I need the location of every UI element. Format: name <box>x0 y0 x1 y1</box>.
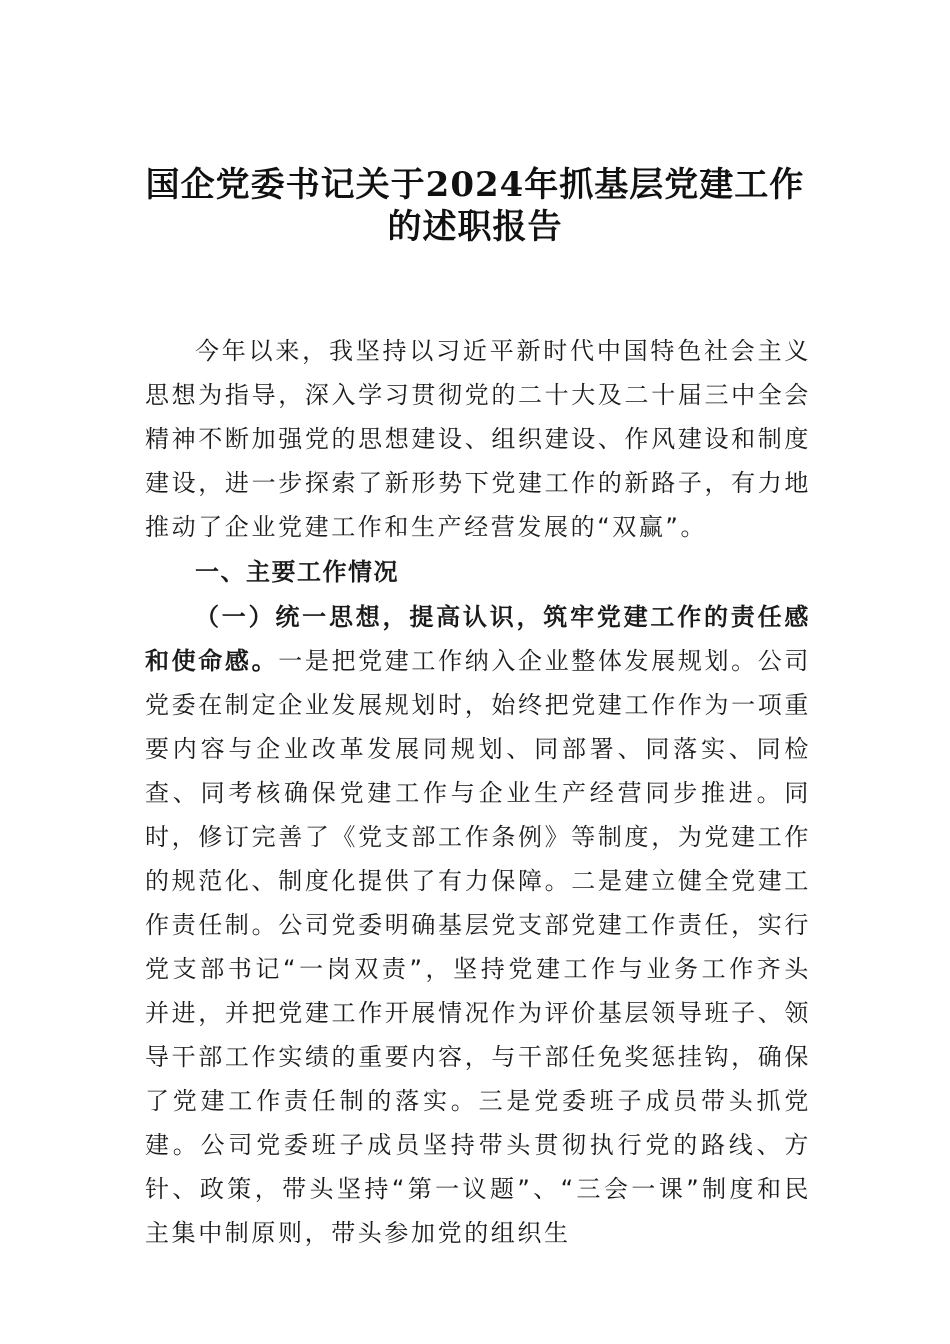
document-title-line-2: 的述职报告 <box>387 207 563 247</box>
section-heading-block <box>145 550 811 594</box>
section-1-heading: 一、主要工作情况 <box>195 558 399 586</box>
intro-block <box>145 329 811 549</box>
intro-paragraph: 今年以来，我坚持以习近平新时代中国特色社会主义思想为指导，深入学习贯彻党的二十大及二十届三中全会精神不断加强党的思想建设、组织建设、作风建设和制度建设，进一步探索了新形势下党建工作的新路子，有力地推动了企业党建工作和生产经营发展的“双赢”。 <box>145 337 811 541</box>
subsection-1-heading: （一）统一思想，提高认识，筑牢党建工作的责任感和使命感。 <box>145 603 811 675</box>
document-title-line-1: 国企党委书记关于2024年抓基层党建工作 <box>145 165 805 205</box>
subsection-1-paragraph <box>145 595 811 1255</box>
subsection-block <box>145 595 811 1255</box>
subsection-1-body: 一是把党建工作纳入企业整体发展规划。公司党委在制定企业发展规划时，始终把党建工作作为一项重要内容与企业改革发展同规划、同部署、同落实、同检查、同考核确保党建工作与企业生产经营同步推进。同时，修订完善了《党支部工作条例》等制度，为党建工作的规范化、制度化提供了有力保障。二是建立健全党建工作责任制。公司党委明确基层党支部党建工作责任，实行党支部书记“一岗双责”，坚持党建工作与业务工作齐头并进，并把党建工作开展情况作为评价基层领导班子、领导干部工作实绩的重要内容，与干部任免奖惩挂钩，确保了党建工作责任制的落实。三是党委班子成员带头抓党建。公司党委班子成员坚持带头贯彻执行党的路线、方针、政策，带头坚持“第一议题”、“三会一课”制度和民主集中制原则，带头参加党的组织生 <box>145 647 812 1247</box>
